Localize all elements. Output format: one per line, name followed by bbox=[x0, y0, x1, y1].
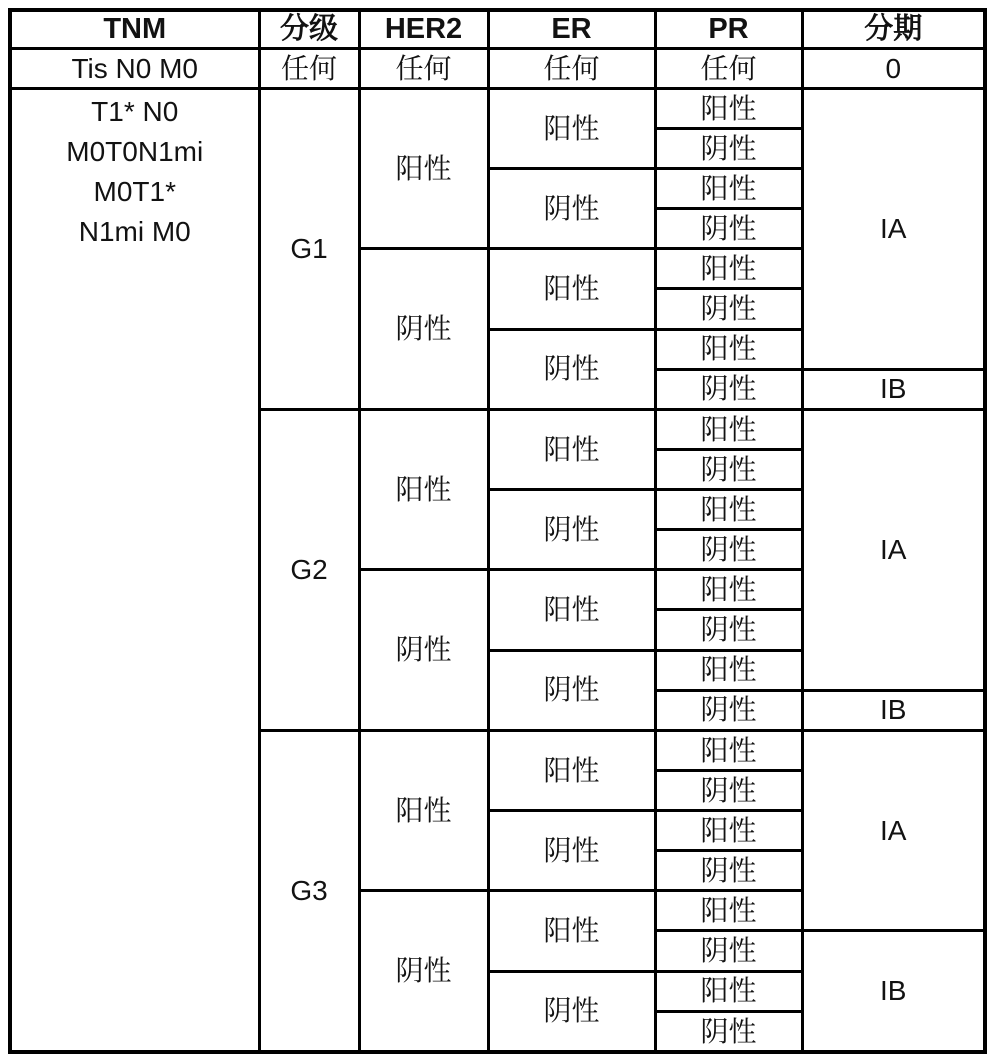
her2-positive-cell: 阳性 bbox=[359, 409, 488, 570]
pr-positive-cell: 阳性 bbox=[655, 971, 802, 1011]
er-negative-cell: 阴性 bbox=[488, 329, 655, 409]
stage-ia-cell: IA bbox=[802, 88, 985, 369]
pr-positive-cell: 阳性 bbox=[655, 409, 802, 449]
pr-positive-cell: 阳性 bbox=[655, 169, 802, 209]
pr-positive-cell: 阳性 bbox=[655, 88, 802, 128]
tnm-line: N1mi M0 bbox=[78, 215, 191, 247]
er-negative-cell: 阴性 bbox=[488, 490, 655, 570]
er-positive-cell: 阳性 bbox=[488, 88, 655, 168]
grade-g3-cell: G3 bbox=[259, 730, 359, 1052]
tnm-tis-cell: Tis N0 M0 bbox=[10, 48, 259, 88]
pr-negative-cell: 阴性 bbox=[655, 530, 802, 570]
stage-ia-cell: IA bbox=[802, 730, 985, 931]
header-grade: 分级 bbox=[259, 10, 359, 48]
row-g1-1 bbox=[10, 88, 985, 128]
pr-positive-cell: 阳性 bbox=[655, 249, 802, 289]
grade-g1-cell: G1 bbox=[259, 88, 359, 409]
pr-negative-cell: 阴性 bbox=[655, 209, 802, 249]
tnm-line: M0T1* bbox=[93, 175, 176, 207]
stage-0-cell: 0 bbox=[802, 48, 985, 88]
er-negative-cell: 阴性 bbox=[488, 971, 655, 1052]
pr-any-cell: 任何 bbox=[655, 48, 802, 88]
pr-positive-cell: 阳性 bbox=[655, 650, 802, 690]
header-row bbox=[10, 10, 985, 48]
pr-positive-cell: 阳性 bbox=[655, 490, 802, 530]
header-stage: 分期 bbox=[802, 10, 985, 48]
er-negative-cell: 阴性 bbox=[488, 169, 655, 249]
stage-ia-cell: IA bbox=[802, 409, 985, 690]
pr-positive-cell: 阳性 bbox=[655, 570, 802, 610]
header-pr: PR bbox=[655, 10, 802, 48]
er-positive-cell: 阳性 bbox=[488, 730, 655, 810]
tnm-group-cell bbox=[10, 88, 259, 1052]
pr-positive-cell: 阳性 bbox=[655, 891, 802, 931]
er-positive-cell: 阳性 bbox=[488, 570, 655, 650]
er-positive-cell: 阳性 bbox=[488, 249, 655, 329]
pr-negative-cell: 阴性 bbox=[655, 128, 802, 168]
pr-negative-cell: 阴性 bbox=[655, 770, 802, 810]
er-positive-cell: 阳性 bbox=[488, 409, 655, 489]
tnm-line: T1* N0 bbox=[91, 95, 179, 127]
er-negative-cell: 阴性 bbox=[488, 650, 655, 730]
stage-ib-cell: IB bbox=[802, 690, 985, 730]
er-positive-cell: 阳性 bbox=[488, 891, 655, 971]
header-er: ER bbox=[488, 10, 655, 48]
pr-negative-cell: 阴性 bbox=[655, 289, 802, 329]
header-her2: HER2 bbox=[359, 10, 488, 48]
er-any-cell: 任何 bbox=[488, 48, 655, 88]
er-negative-cell: 阴性 bbox=[488, 811, 655, 891]
stage-ib-cell: IB bbox=[802, 931, 985, 1052]
pr-negative-cell: 阴性 bbox=[655, 851, 802, 891]
tnm-staging-table bbox=[8, 8, 987, 1054]
pr-negative-cell: 阴性 bbox=[655, 690, 802, 730]
header-tnm: TNM bbox=[10, 10, 259, 48]
pr-positive-cell: 阳性 bbox=[655, 811, 802, 851]
grade-g2-cell: G2 bbox=[259, 409, 359, 730]
her2-positive-cell: 阳性 bbox=[359, 88, 488, 249]
her2-positive-cell: 阳性 bbox=[359, 730, 488, 891]
stage-ib-cell: IB bbox=[802, 369, 985, 409]
her2-negative-cell: 阴性 bbox=[359, 570, 488, 731]
her2-any-cell: 任何 bbox=[359, 48, 488, 88]
pr-negative-cell: 阴性 bbox=[655, 610, 802, 650]
her2-negative-cell: 阴性 bbox=[359, 249, 488, 410]
row-tis bbox=[10, 48, 985, 88]
pr-negative-cell: 阴性 bbox=[655, 931, 802, 971]
pr-negative-cell: 阴性 bbox=[655, 1011, 802, 1052]
her2-negative-cell: 阴性 bbox=[359, 891, 488, 1052]
table-body bbox=[10, 48, 985, 1052]
pr-positive-cell: 阳性 bbox=[655, 329, 802, 369]
pr-positive-cell: 阳性 bbox=[655, 730, 802, 770]
pr-negative-cell: 阴性 bbox=[655, 369, 802, 409]
grade-any-cell: 任何 bbox=[259, 48, 359, 88]
pr-negative-cell: 阴性 bbox=[655, 449, 802, 489]
tnm-line: M0T0N1mi bbox=[66, 135, 204, 167]
